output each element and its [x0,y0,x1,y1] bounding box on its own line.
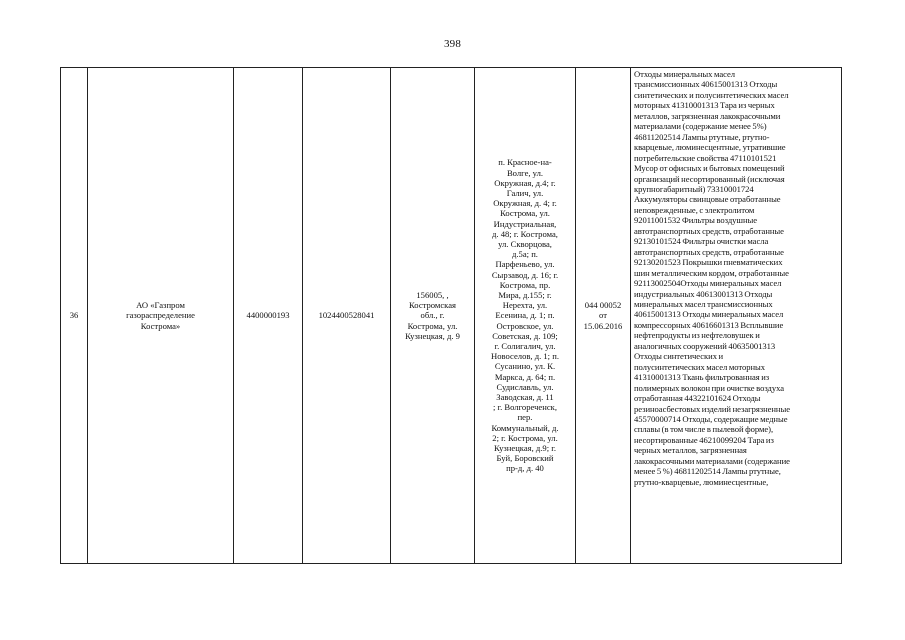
table-row [61,68,842,564]
legal-address: 156005, , Костромская обл., г. Кострома, ул. Кузнецкая, д. 9 [405,289,460,341]
license-cell [576,68,631,564]
organization-name: АО «Газпром газораспределение Кострома» [126,300,195,331]
organization-cell [88,68,234,564]
page-number: 398 [443,38,462,50]
operation-sites: п. Красное-на- Волге, ул. Окружная, д.4; г. Галич, ул. Окружная, д. 4; г. Кострома, ул. Индустриальная, д. 48; г. Кострома, ул. Скворцова, д.5а; п. Парфеньево, ул. Сырзавод, д. 16; г. Кострома, пр. Мира, д.155; г. Нерехта, ул. Есенина, д. 1; п. Островское, ул. Советская, д. 109; г. Солигалич, ул. Новоселов, д. 1; п. Сусанино, ул. К. Маркса, д. 64; п. Судиславль, ул. Заводская, д. 11 ; г. Волгореченск, пер. Коммунальный, д. 2; г. Кострома, ул. Кузнецкая, д.9; г. Буй, Боровский пр-д, д. 40 [491,157,559,474]
row-index: 36 [69,310,79,321]
row-index-cell [61,68,88,564]
waste-types: Отходы минеральных масел трансмиссионных 40615001313 Отходы синтетических и полусинтетических масел моторных 41310001313 Тара из черных металлов, загрязненная лакокрасочными материалами (содержание менее 5%) 46811202514 Лампы ртутные, ртутно- кварцевые, люминесцентные, утратившие потребительские свойства 47110101521 Мусор от офисных и бытовых помещений организаций несортированный (исключая крупногабаритный) 73310001724 Аккумуляторы свинцовые отработанные неповрежденные, с электролитом 92011001532 Фильтры воздушные автотранспортных средств, отработанные 92130101524 Фильтры очистки масла автотранспортных средств, отработанные 92130201523 Покрышки пневматических шин металлическим кордом, отработанные 92113002504Отходы минеральных масел индустриальных 40613001313 Отходы минеральных масел трансмиссионных 40615001313 Отходы минеральных масел компрессорных 40616601313 Всплывшие нефтепродукты из нефтеловушек и аналогичных сооружений 40635001313 Отходы синтетических и полусинтетических масел моторных 41310001313 Ткань фильтрованная из полимерных волокон при очистке воздуха отработанная 44322101624 Отходы резиноасбестовых изделий незагрязненные 45570000714 Отходы, содержащие медные сплавы (в том числе в пылевой форме), несортированные 46210099204 Тара из черных металлов, загрязненная лакокрасочными материалами (содержание менее 5 %) 46811202514 Лампы ртутные, ртутно-кварцевые, люминесцентные, [634,69,790,487]
license-number-date: 044 00052 от 15.06.2016 [583,300,623,331]
sites-cell [475,68,576,564]
ogrn-value: 1024400528041 [318,310,375,321]
register-table [60,67,842,564]
inn-value: 4400000193 [246,310,290,321]
inn-cell [234,68,303,564]
ogrn-cell [303,68,391,564]
legal-address-cell [391,68,475,564]
waste-types-cell [631,68,842,564]
